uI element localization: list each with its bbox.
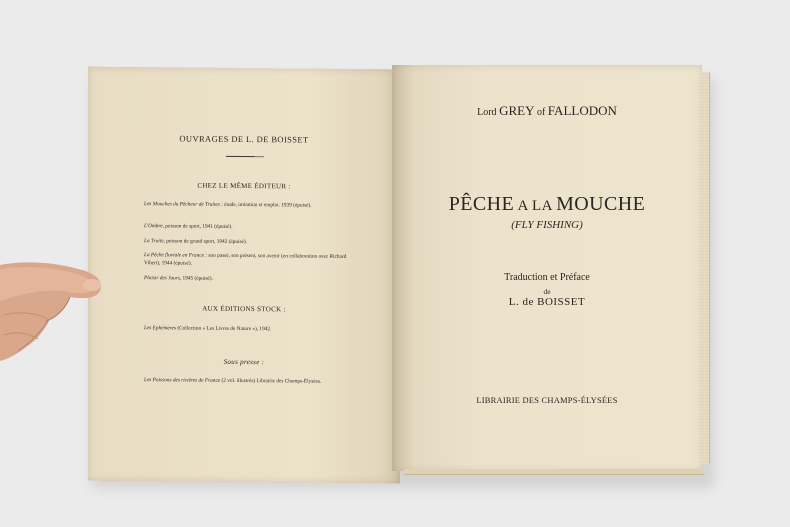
work-details: 1945 (épuisé). — [181, 275, 213, 282]
work-title: La Pêche fluviale en France : — [144, 252, 208, 259]
work-entry — [144, 275, 358, 284]
works-heading: OUVRAGES DE L. DE BOISSET — [179, 133, 309, 145]
work-title: Les Ephémères — [144, 325, 177, 332]
same-publisher-heading: CHEZ LE MÊME ÉDITEUR : — [197, 181, 291, 191]
work-details: étude, imitation et emploi. 1939 (épuisé). — [222, 201, 312, 209]
translation-line: Traduction et Préface — [504, 272, 590, 283]
work-title: Les Poissons des rivières de France — [144, 377, 221, 384]
author-line: Lord GREY of FALLODON — [477, 103, 617, 118]
page-stack-bottom — [404, 469, 704, 475]
work-entry — [144, 325, 358, 334]
page-edge — [700, 72, 710, 464]
work-entry — [144, 223, 358, 232]
work-title: La Truite, — [144, 238, 165, 245]
book-title: PÊCHE A LA MOUCHE — [448, 193, 646, 215]
work-details: poisson de sport, 1941 (épuisé). — [163, 223, 233, 230]
work-title: L'Ombre, — [144, 223, 164, 230]
work-entry — [144, 252, 358, 269]
in-press-heading: Sous presse : — [223, 357, 265, 367]
translation-de: de — [543, 287, 551, 296]
work-entry — [144, 201, 358, 210]
work-details: (2 vol. illustrés) Librairie des Champs-Élysées. — [220, 377, 322, 385]
title-page — [392, 65, 702, 471]
hand-icon — [0, 255, 120, 405]
work-details: son passé, son présent, son avenir (en collaboration avec Richard Vibert), 1944 (épuisé). — [144, 252, 347, 267]
work-entry — [144, 377, 358, 386]
work-title: Les Mouches du Pêcheur de Truites : — [144, 201, 223, 208]
work-entry — [144, 238, 358, 247]
work-title: Plaisir des Jours, — [144, 275, 182, 282]
work-details: poisson de grand sport, 1942 (épuisé). — [164, 238, 247, 246]
heading-rule — [226, 156, 264, 157]
stock-heading: AUX ÉDITIONS STOCK : — [202, 304, 286, 314]
book-subtitle: (FLY FISHING) — [511, 219, 583, 231]
publisher-name: LIBRAIRIE DES CHAMPS-ÉLYSÉES — [476, 395, 618, 405]
translator-name: L. de BOISSET — [508, 296, 586, 308]
work-details: (Collection « Les Livres de Nature »), 1942. — [176, 325, 272, 333]
left-page — [88, 67, 400, 484]
